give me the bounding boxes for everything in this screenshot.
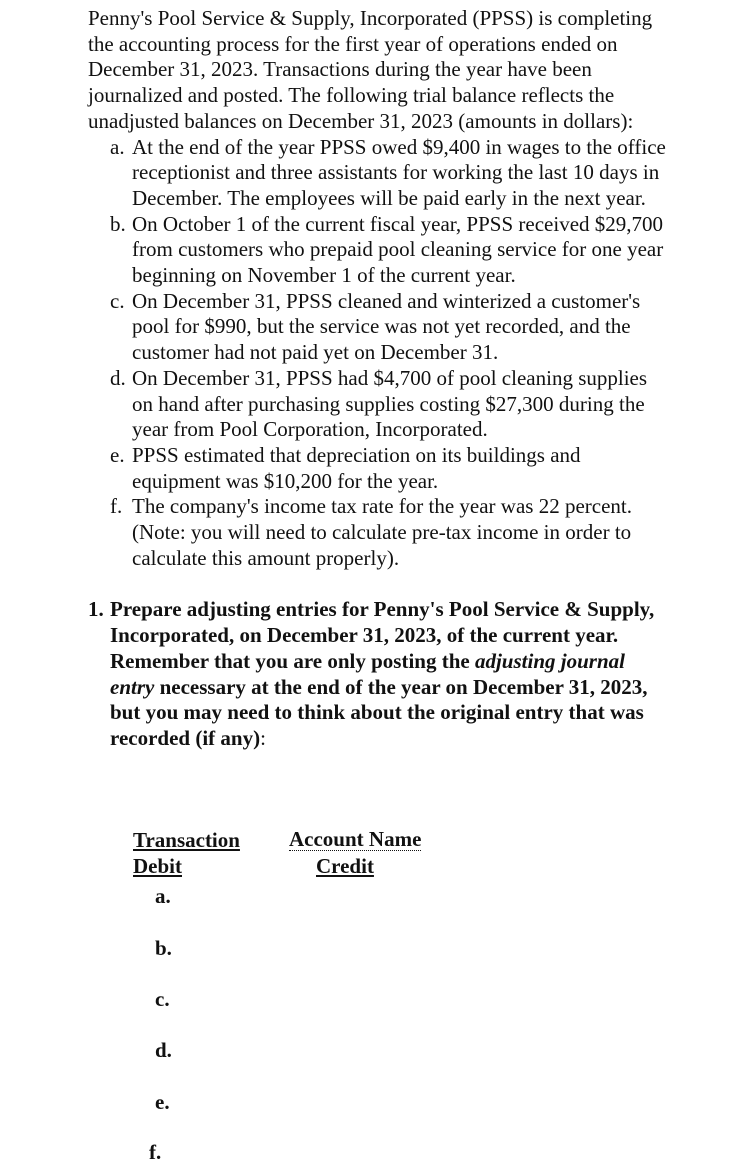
question-text-part1: Prepare adjusting entries for Penny's Pool Service & Supply, Incorporated, on December 31, 2023, of the current year. Remember that you are only posting the bbox=[110, 597, 655, 673]
row-label-f: f. bbox=[149, 1140, 162, 1164]
item-text: On December 31, PPSS cleaned and winterized a customer's pool for $990, but the service was not yet recorded, and the customer had not paid yet on December 31. bbox=[132, 288, 641, 365]
row-label-c: c. bbox=[155, 987, 170, 1011]
item-text: At the end of the year PPSS owed $9,400 in wages to the office receptionist and three assistants for working the last 10 days in December. The employees will be paid early in the next year. bbox=[132, 134, 666, 210]
row-label-d: d. bbox=[155, 1038, 172, 1062]
list-item bbox=[88, 135, 668, 212]
item-letter: c. bbox=[110, 288, 125, 313]
header-credit: Credit bbox=[316, 854, 374, 878]
intro-paragraph: Penny's Pool Service & Supply, Incorporated (PPSS) is completing the accounting process for the first year of operations ended on December 31, 2023. Transactions during the year have been journalized and posted. The following trial balance reflects the unadjusted balances on December 31, 2023 (amounts in dollars): bbox=[88, 6, 653, 133]
list-item bbox=[88, 494, 668, 571]
header-transaction: Transaction bbox=[133, 828, 240, 852]
list-item bbox=[88, 443, 668, 494]
question-colon: : bbox=[260, 725, 266, 750]
table-header-row-1 bbox=[0, 828, 750, 854]
item-text: The company's income tax rate for the year was 22 percent. (Note: you will need to calculate pre-tax income in order to calculate this amount properly). bbox=[132, 494, 632, 570]
journal-table bbox=[0, 828, 750, 1168]
row-label-a: a. bbox=[155, 884, 171, 908]
list-item bbox=[88, 289, 668, 366]
question-1 bbox=[88, 597, 668, 751]
question-text-part2: necessary at the end of the year on December 31, 2023, but you may need to think about the original entry that was recorded (if any) bbox=[110, 674, 648, 750]
item-letter: d. bbox=[110, 365, 126, 390]
header-account-name: Account Name bbox=[289, 827, 422, 851]
header-debit: Debit bbox=[133, 854, 182, 878]
row-label-b: b. bbox=[155, 936, 172, 960]
table-header-row-2 bbox=[0, 854, 750, 880]
list-item bbox=[88, 366, 668, 443]
transaction-list bbox=[88, 135, 668, 572]
item-letter: b. bbox=[110, 211, 126, 236]
item-text: PPSS estimated that depreciation on its buildings and equipment was $10,200 for the year. bbox=[132, 442, 581, 493]
question-emphasis: adjusting journal entry bbox=[110, 648, 625, 699]
problem-document bbox=[88, 6, 668, 752]
question-number: 1. bbox=[88, 597, 104, 622]
item-text: On December 31, PPSS had $4,700 of pool cleaning supplies on hand after purchasing supplies costing $27,300 during the year from Pool Corporation, Incorporated. bbox=[132, 365, 648, 442]
item-text: On October 1 of the current fiscal year, PPSS received $29,700 from customers who prepaid pool cleaning service for one year beginning on November 1 of the current year. bbox=[132, 211, 664, 288]
item-letter: a. bbox=[110, 134, 125, 159]
row-label-e: e. bbox=[155, 1090, 170, 1114]
item-letter: f. bbox=[110, 494, 123, 519]
item-letter: e. bbox=[110, 442, 125, 467]
list-item bbox=[88, 212, 668, 289]
